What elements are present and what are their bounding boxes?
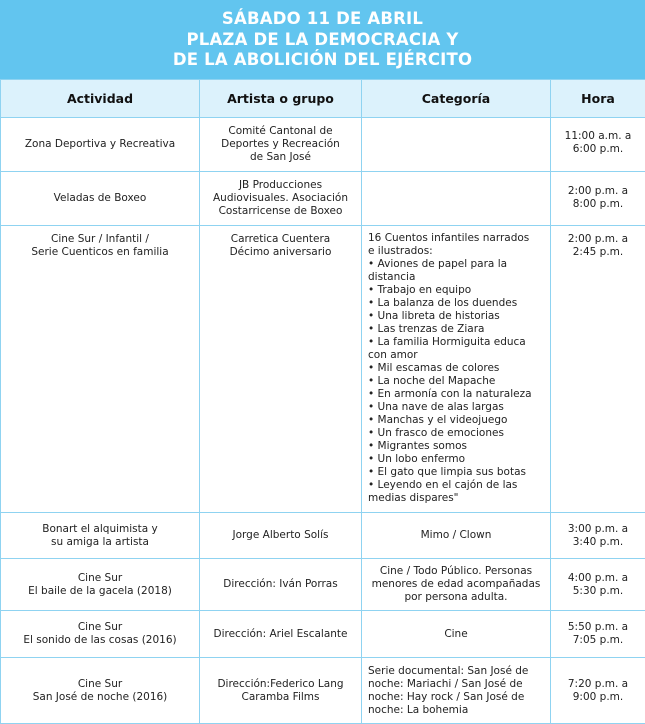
table-row	[1, 513, 645, 559]
cell-line: JB Producciones	[206, 179, 355, 192]
schedule-table	[0, 79, 645, 724]
cell-categoria	[362, 611, 551, 658]
column-header-hora: Hora	[551, 80, 645, 118]
story-item: • La balanza de los duendes	[368, 297, 544, 310]
cell-line: Bonart el alquimista y	[7, 523, 193, 536]
cell-categoria	[362, 559, 551, 611]
story-item: • Migrantes somos	[368, 440, 544, 453]
cell-line: Mimo / Clown	[368, 529, 544, 542]
cell-line: 5:30 p.m.	[557, 585, 639, 598]
story-item: con amor	[368, 349, 544, 362]
cell-line: 2:45 p.m.	[557, 246, 639, 259]
cell-artista	[200, 226, 362, 513]
cell-line: Cine Sur	[7, 678, 193, 691]
story-item: • Las trenzas de Ziara	[368, 323, 544, 336]
story-item: • Aviones de papel para la	[368, 258, 544, 271]
header-date: SÁBADO 11 DE ABRIL	[0, 9, 645, 30]
cell-line: Dirección:Federico Lang	[206, 678, 355, 691]
cell-line: Jorge Alberto Solís	[206, 529, 355, 542]
story-item: medias dispares"	[368, 492, 544, 505]
cell-line: Audiovisuales. Asociación	[206, 192, 355, 205]
cell-line: 8:00 p.m.	[557, 198, 639, 211]
cell-line: por persona adulta.	[368, 591, 544, 604]
cell-line: Deportes y Recreación	[206, 138, 355, 151]
cell-actividad	[1, 172, 200, 226]
cell-line: Zona Deportiva y Recreativa	[7, 138, 193, 151]
cell-line: Dirección: Iván Porras	[206, 578, 355, 591]
cell-line: Caramba Films	[206, 691, 355, 704]
cell-line: 3:40 p.m.	[557, 536, 639, 549]
cell-hora	[551, 513, 645, 559]
story-item: • Manchas y el videojuego	[368, 414, 544, 427]
cell-actividad	[1, 658, 200, 724]
cell-artista	[200, 118, 362, 172]
story-item: • En armonía con la naturaleza	[368, 388, 544, 401]
cell-line: noche: Mariachi / San José de	[368, 678, 544, 691]
cell-line: 11:00 a.m. a	[557, 130, 639, 143]
story-item: • Un lobo enfermo	[368, 453, 544, 466]
story-item: • La noche del Mapache	[368, 375, 544, 388]
cell-line: San José de noche (2016)	[7, 691, 193, 704]
cell-line: Costarricense de Boxeo	[206, 205, 355, 218]
cell-line: Dirección: Ariel Escalante	[206, 628, 355, 641]
cell-line: 5:50 p.m. a	[557, 621, 639, 634]
cell-actividad	[1, 611, 200, 658]
story-item: • Una libreta de historias	[368, 310, 544, 323]
story-list-intro: e ilustrados:	[368, 245, 544, 258]
cell-artista	[200, 611, 362, 658]
event-header	[0, 0, 645, 79]
cell-categoria	[362, 172, 551, 226]
cell-line: 7:05 p.m.	[557, 634, 639, 647]
cell-hora	[551, 559, 645, 611]
header-venue-line2: DE LA ABOLICIÓN DEL EJÉRCITO	[0, 50, 645, 71]
cell-line: 7:20 p.m. a	[557, 678, 639, 691]
cell-hora	[551, 658, 645, 724]
cell-artista	[200, 559, 362, 611]
cell-actividad	[1, 118, 200, 172]
cell-categoria	[362, 226, 551, 513]
cell-line: Cine	[368, 628, 544, 641]
cell-categoria	[362, 658, 551, 724]
story-item: • Un frasco de emociones	[368, 427, 544, 440]
column-header-categoria: Categoría	[362, 80, 551, 118]
cell-actividad	[1, 559, 200, 611]
cell-line: Cine Sur / Infantil /	[7, 233, 193, 246]
cell-line: Décimo aniversario	[206, 246, 355, 259]
cell-line: El sonido de las cosas (2016)	[7, 634, 193, 647]
cell-line: noche: Hay rock / San José de	[368, 691, 544, 704]
story-item: distancia	[368, 271, 544, 284]
table-row	[1, 559, 645, 611]
story-item: • La familia Hormiguita educa	[368, 336, 544, 349]
table-row	[1, 226, 645, 513]
cell-line: 4:00 p.m. a	[557, 572, 639, 585]
cell-hora	[551, 226, 645, 513]
column-header-actividad: Actividad	[1, 80, 200, 118]
cell-line: Cine Sur	[7, 621, 193, 634]
cell-line: Carretica Cuentera	[206, 233, 355, 246]
cell-line: noche: La bohemia	[368, 704, 544, 717]
cell-line: 3:00 p.m. a	[557, 523, 639, 536]
cell-line: de San José	[206, 151, 355, 164]
cell-line: Cine / Todo Público. Personas	[368, 565, 544, 578]
cell-artista	[200, 513, 362, 559]
cell-line: El baile de la gacela (2018)	[7, 585, 193, 598]
cell-line: Comité Cantonal de	[206, 125, 355, 138]
story-item: • Mil escamas de colores	[368, 362, 544, 375]
table-row	[1, 172, 645, 226]
cell-line: Veladas de Boxeo	[7, 192, 193, 205]
cell-categoria	[362, 513, 551, 559]
column-header-artista: Artista o grupo	[200, 80, 362, 118]
cell-hora	[551, 611, 645, 658]
story-item: • El gato que limpia sus botas	[368, 466, 544, 479]
cell-line: 6:00 p.m.	[557, 143, 639, 156]
table-row	[1, 118, 645, 172]
story-list-intro: 16 Cuentos infantiles narrados	[368, 232, 544, 245]
cell-actividad	[1, 513, 200, 559]
cell-line: 9:00 p.m.	[557, 691, 639, 704]
cell-line: Serie documental: San José de	[368, 665, 544, 678]
story-item: • Una nave de alas largas	[368, 401, 544, 414]
table-row	[1, 658, 645, 724]
table-row	[1, 611, 645, 658]
cell-line: 2:00 p.m. a	[557, 185, 639, 198]
cell-hora	[551, 118, 645, 172]
cell-hora	[551, 172, 645, 226]
cell-line: su amiga la artista	[7, 536, 193, 549]
cell-categoria	[362, 118, 551, 172]
cell-line: 2:00 p.m. a	[557, 233, 639, 246]
cell-line: Serie Cuenticos en familia	[7, 246, 193, 259]
cell-artista	[200, 658, 362, 724]
story-item: • Leyendo en el cajón de las	[368, 479, 544, 492]
header-venue-line1: PLAZA DE LA DEMOCRACIA Y	[0, 30, 645, 51]
cell-line: menores de edad acompañadas	[368, 578, 544, 591]
cell-artista	[200, 172, 362, 226]
cell-line: Cine Sur	[7, 572, 193, 585]
table-header-row	[1, 80, 645, 118]
cell-actividad	[1, 226, 200, 513]
story-item: • Trabajo en equipo	[368, 284, 544, 297]
